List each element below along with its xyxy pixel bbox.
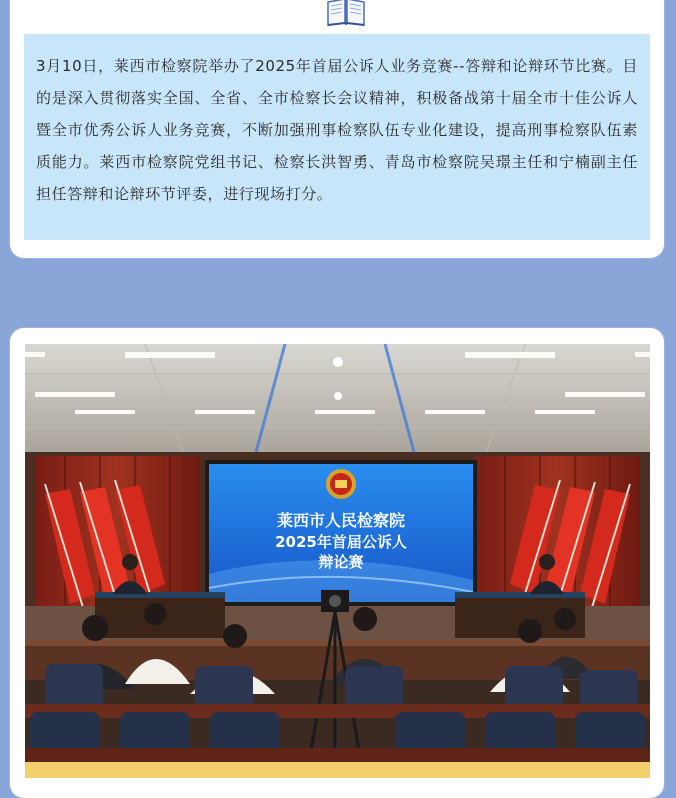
- event-photo: [25, 344, 650, 762]
- article-paragraph: 3月10日，莱西市检察院举办了2025年首届公诉人业务竞赛--答辩和论辩环节比赛。目的是深入贯彻落实全国、全省、全市检察长会议精神，积极备战第十届全市十佳公诉人暨全市优秀公诉人业务竞赛，不断加强刑事检察队伍专业化建设，提高刑事检察队伍素质能力。莱西市检察院党组书记、检察长洪智勇、青岛市检察院吴璟主任和宁楠副主任担任答辩和论辩环节评委，进行现场打分。: [36, 57, 638, 203]
- screen-title-line1: 莱西市人民检察院: [276, 511, 406, 530]
- article-text-box: [24, 34, 650, 240]
- screen-title-line2: 2025年首届公诉人: [275, 533, 407, 551]
- accent-bar: [25, 762, 650, 778]
- screen-title-line3: 辩论赛: [318, 553, 364, 571]
- open-book-icon: [326, 0, 366, 26]
